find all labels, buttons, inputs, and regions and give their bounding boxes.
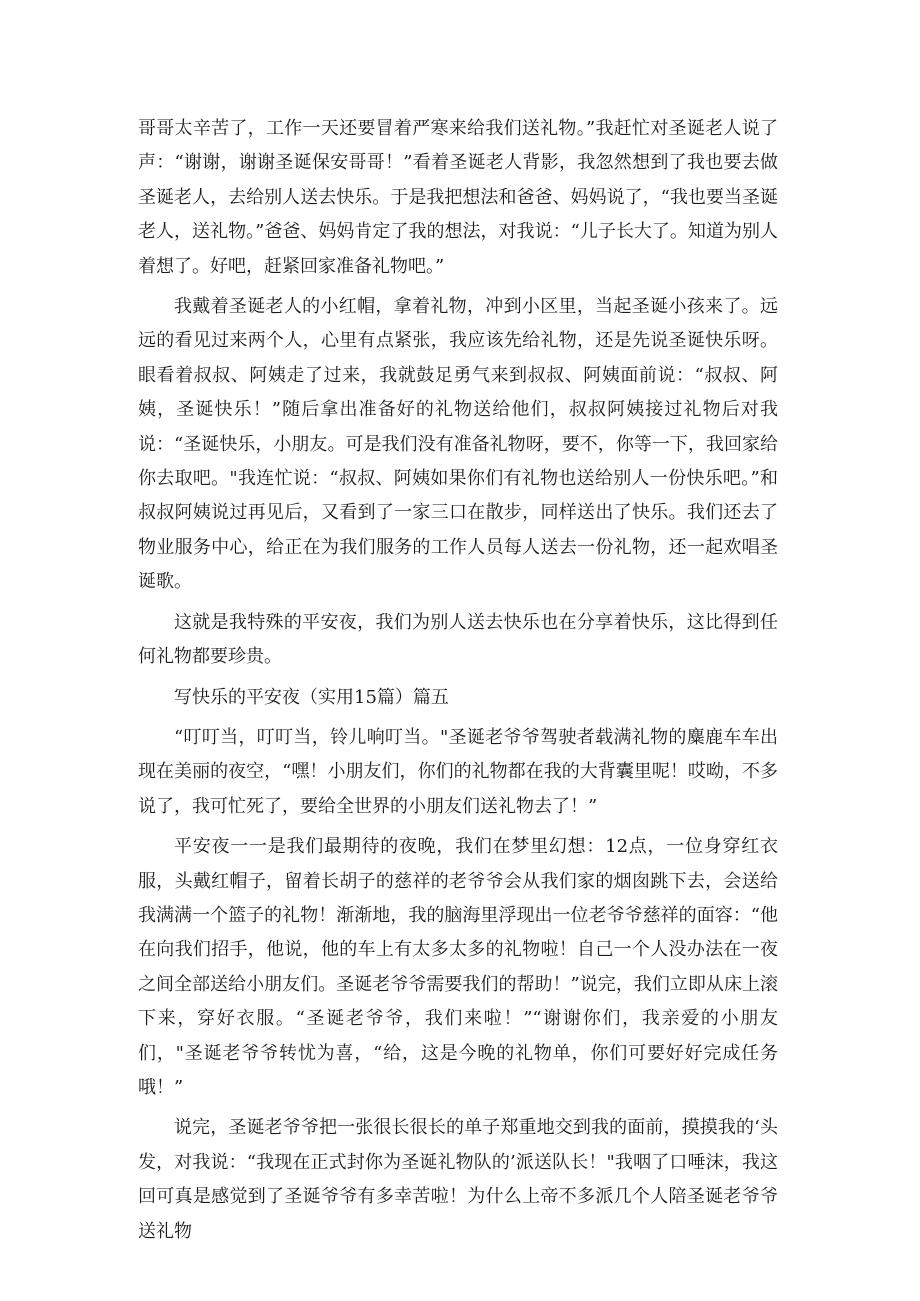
document-page [138,112,778,1255]
paragraph-christmas-eve-dream: 平安夜一一是我们最期待的夜晚，我们在梦里幻想：12点，一位身穿红衣服，头戴红帽子，留着长胡子的慈祥的老爷爷会从我们家的烟囱跳下去，会送给我满满一个篮子的礼物！渐渐地，我的脑海里浮现出一位老爷爷慈祥的面容：“他在向我们招手，他说，他的车上有太多太多的礼物啦！自己一个人没办法在一夜之间全部送给小朋友们。圣诞老爷爷需要我们的帮助！”说完，我们立即从床上滚下来，穿好衣服。“圣诞老爷爷，我们来啦！”“谢谢你们，我亲爱的小朋友们，"圣诞老爷爷转忧为喜，“给，这是今晚的礼物单，你们可要好好完成任务哦！” [138,836,778,1098]
section-heading: 写快乐的平安夜（实用15篇）篇五 [174,686,449,708]
paragraph-gift-giving: 我戴着圣诞老人的小红帽，拿着礼物，冲到小区里，当起圣诞小孩来了。远远的看见过来两个人，心里有点紧张，我应该先给礼物，还是先说圣诞快乐呀。眼看着叔叔、阿姨走了过来，我就鼓足勇气来到叔叔、阿姨面前说：“叔叔、阿姨，圣诞快乐！”随后拿出准备好的礼物送给他们，叔叔阿姨接过礼物后对我说：“圣诞快乐，小朋友。可是我们没有准备礼物呀，要不，你等一下，我回家给你去取吧。"我连忙说：“叔叔、阿姨如果你们有礼物也送给别人一份快乐吧。”和叔叔阿姨说过再见后，又看到了一家三口在散步，同样送出了快乐。我们还去了物业服务中心，给正在为我们服务的工作人员每人送去一份礼物，还一起欢唱圣诞歌。 [138,296,778,593]
paragraph-jingle-bells: “叮叮当，叮叮当，铃儿响叮当。"圣诞老爷爷驾驶者载满礼物的麋鹿车车出现在美丽的夜空，“嘿！小朋友们，你们的礼物都在我的大背囊里呢！哎呦，不多说了，我可忙死了，要给全世界的小朋友们送礼物去了！” [138,726,778,817]
paragraph-delivery-captain: 说完，圣诞老爷爷把一张很长很长的单子郑重地交到我的面前，摸摸我的‘头发，对我说：“我现在正式封你为圣诞礼物队的’派送队长！"我咽了口唾沫，我这回可真是感觉到了圣诞爷爷有多幸苦啦！为什么上帝不多派几个人陪圣诞老爷爷送礼物 [138,1117,778,1242]
paragraph-special-eve: 这就是我特殊的平安夜，我们为别人送去快乐也在分享着快乐，这比得到任何礼物都要珍贵。 [138,611,778,668]
paragraph-continuation: 哥哥太辛苦了，工作一天还要冒着严寒来给我们送礼物。”我赶忙对圣诞老人说了声：“谢谢，谢谢圣诞保安哥哥！”看着圣诞老人背影，我忽然想到了我也要去做圣诞老人，去给别人送去快乐。于是我把想法和爸爸、妈妈说了，“我也要当圣诞老人，送礼物。”爸爸、妈妈肯定了我的想法，对我说：“儿子长大了。知道为别人着想了。好吧，赶紧回家准备礼物吧。” [138,118,778,277]
